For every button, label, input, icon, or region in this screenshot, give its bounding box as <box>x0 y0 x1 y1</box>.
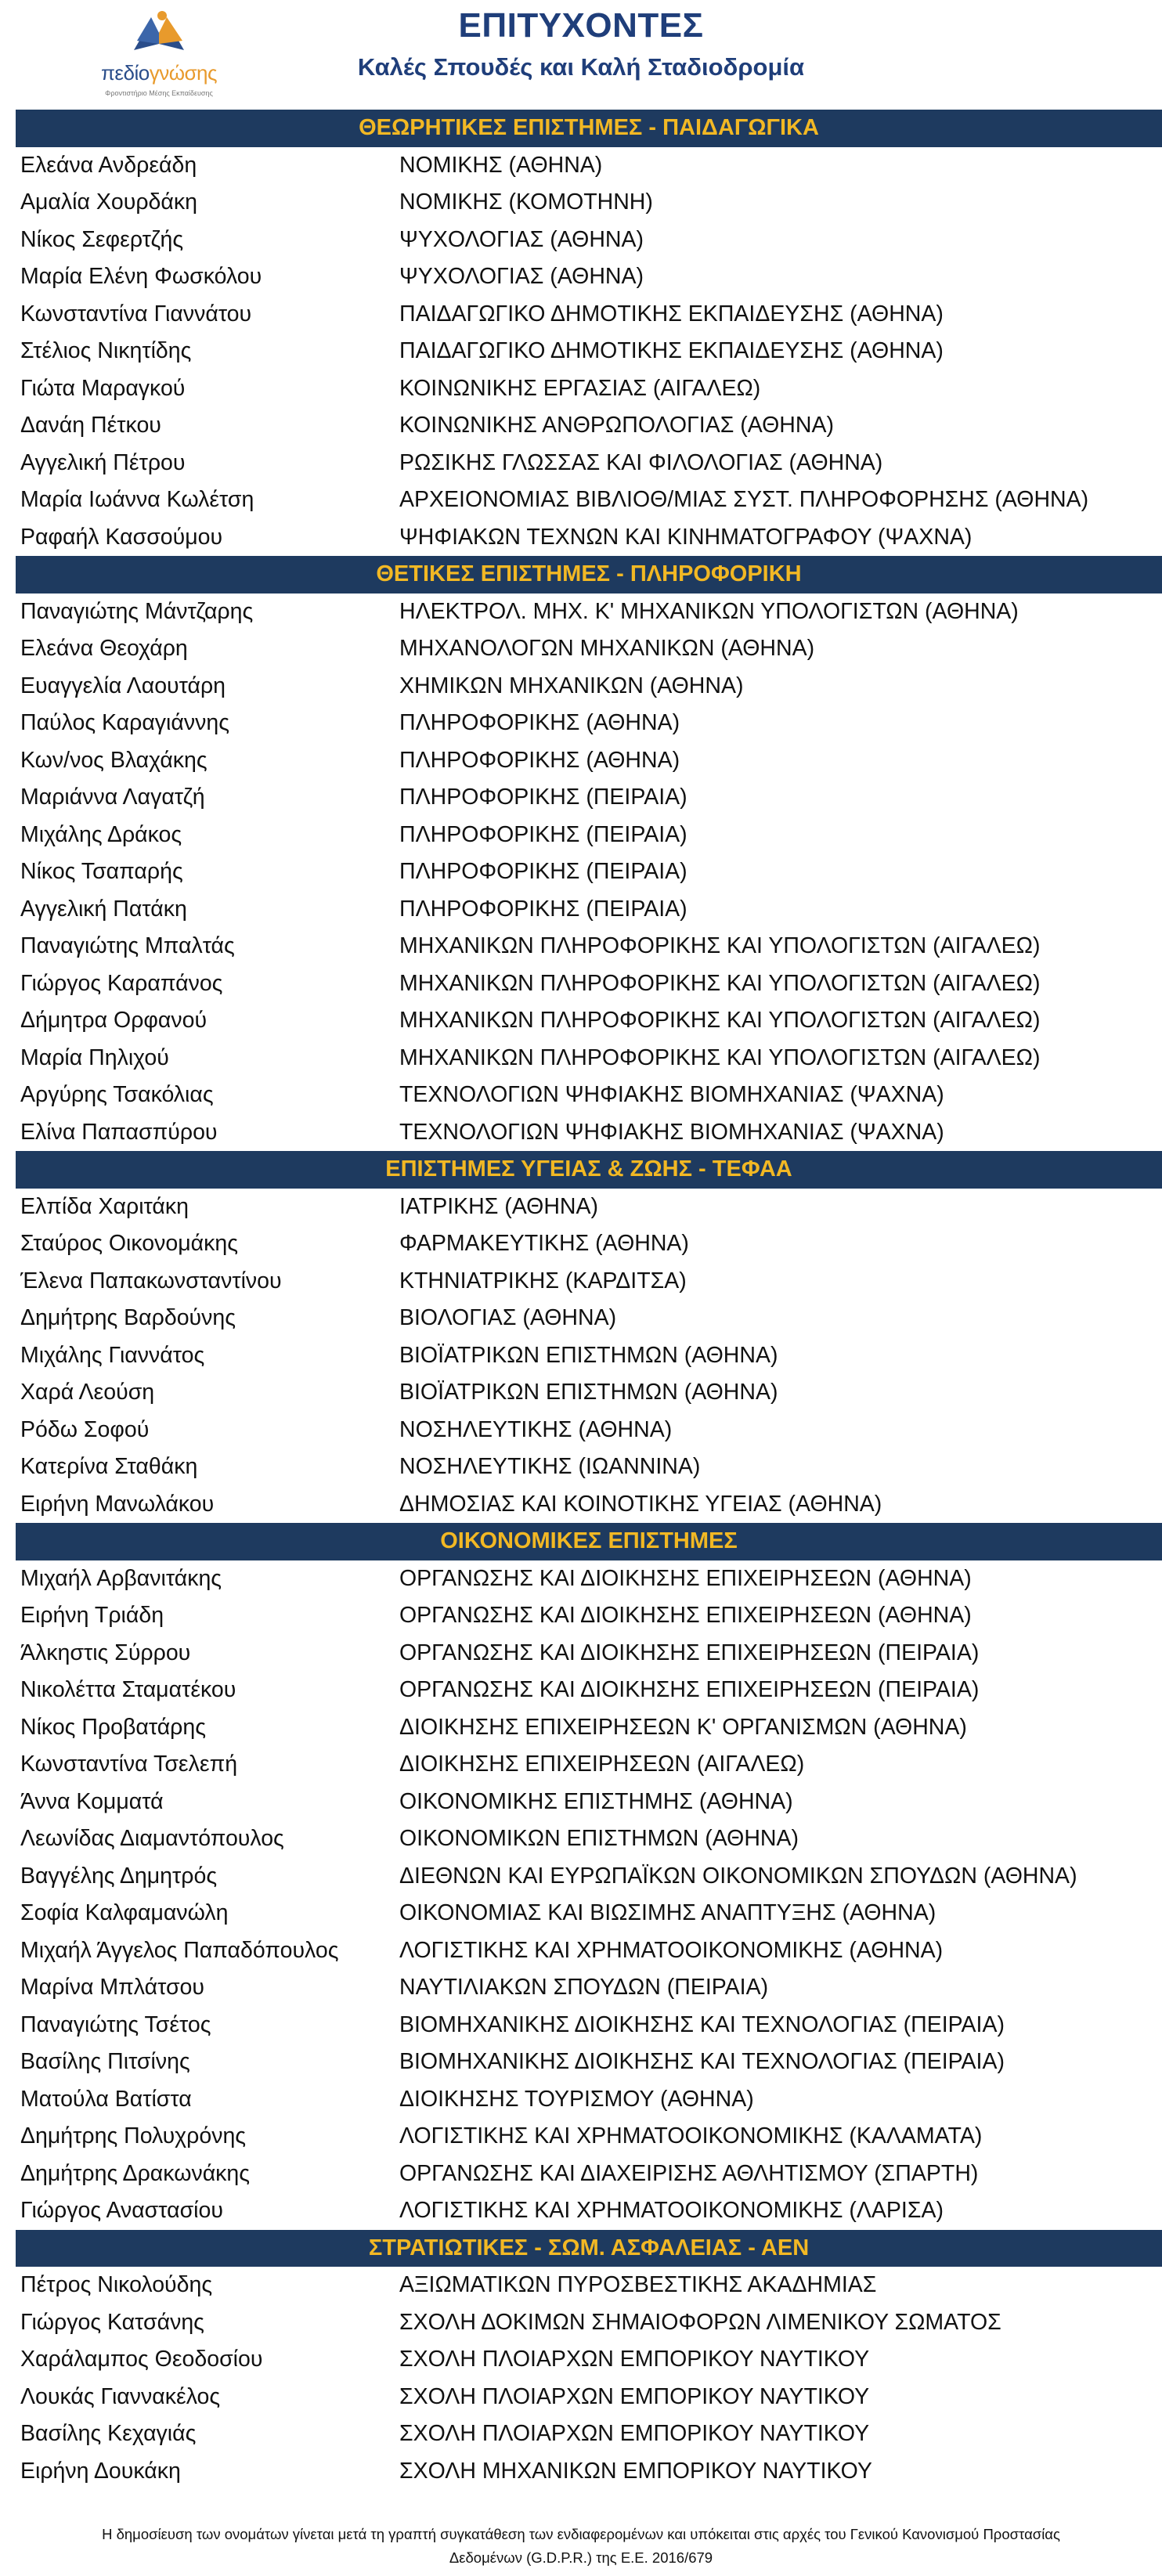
student-name: Νίκος Τσαπαρής <box>20 859 183 884</box>
table-row <box>16 445 1162 482</box>
department: ΨΥΧΟΛΟΓΙΑΣ (ΑΘΗΝΑ) <box>399 226 644 252</box>
table-row <box>16 1672 1162 1709</box>
student-name: Βασίλης Κεχαγιάς <box>20 2421 197 2446</box>
department: ΝΑΥΤΙΛΙΑΚΩΝ ΣΠΟΥΔΩΝ (ΠΕΙΡΑΙΑ) <box>399 1975 769 2000</box>
table-row <box>16 853 1162 891</box>
department: ΨΗΦΙΑΚΩΝ ΤΕΧΝΩΝ ΚΑΙ ΚΙΝΗΜΑΤΟΓΡΑΦΟΥ (ΨΑΧΝΑ) <box>399 524 973 550</box>
table-row <box>16 1932 1162 1970</box>
student-name: Ματούλα Βατίστα <box>20 2086 192 2112</box>
table-row <box>16 742 1162 780</box>
student-name: Ειρήνη Τριάδη <box>20 1603 164 1628</box>
student-name: Γιώργος Αναστασίου <box>20 2198 223 2223</box>
table-row <box>16 1449 1162 1486</box>
department: ΜΗΧΑΝΙΚΩΝ ΠΛΗΡΟΦΟΡΙΚΗΣ ΚΑΙ ΥΠΟΛΟΓΙΣΤΩΝ (ΑΙΓΑΛΕΩ) <box>399 933 1041 958</box>
table-row <box>16 1225 1162 1263</box>
student-name: Μαρίνα Μπλάτσου <box>20 1975 204 2000</box>
department: ΜΗΧΑΝΙΚΩΝ ΠΛΗΡΟΦΟΡΙΚΗΣ ΚΑΙ ΥΠΟΛΟΓΙΣΤΩΝ (ΑΙΓΑΛΕΩ) <box>399 1044 1041 1070</box>
student-name: Γιώργος Καραπάνος <box>20 970 223 996</box>
department: ΝΟΜΙΚΗΣ (ΚΟΜΟΤΗΝΗ) <box>399 189 653 215</box>
department: ΒΙΟΛΟΓΙΑΣ (ΑΘΗΝΑ) <box>399 1305 617 1330</box>
table-row <box>16 2341 1162 2379</box>
student-name: Παναγιώτης Μάντζαρης <box>20 598 254 624</box>
department: ΠΛΗΡΟΦΟΡΙΚΗΣ (ΠΕΙΡΑΙΑ) <box>399 859 687 884</box>
department: ΤΕΧΝΟΛΟΓΙΩΝ ΨΗΦΙΑΚΗΣ ΒΙΟΜΗΧΑΝΙΑΣ (ΨΑΧΝΑ) <box>399 1082 944 1107</box>
student-name: Μιχαήλ Άγγελος Παπαδόπουλος <box>20 1937 339 1963</box>
table-row <box>16 2267 1162 2304</box>
department: ΑΞΙΩΜΑΤΙΚΩΝ ΠΥΡΟΣΒΕΣΤΙΚΗΣ ΑΚΑΔΗΜΙΑΣ <box>399 2272 877 2297</box>
student-name: Κων/νος Βλαχάκης <box>20 747 208 773</box>
table-row <box>16 1784 1162 1821</box>
student-name: Ελίνα Παπασπύρου <box>20 1119 218 1145</box>
department: ΠΛΗΡΟΦΟΡΙΚΗΣ (ΑΘΗΝΑ) <box>399 747 680 773</box>
table-row <box>16 370 1162 408</box>
table-row <box>16 147 1162 185</box>
department: ΙΑΤΡΙΚΗΣ (ΑΘΗΝΑ) <box>399 1193 599 1219</box>
department: ΔΙΕΘΝΩΝ ΚΑΙ ΕΥΡΩΠΑΪΚΩΝ ΟΙΚΟΝΟΜΙΚΩΝ ΣΠΟΥΔΩΝ (ΑΘΗΝΑ) <box>399 1863 1077 1889</box>
table-row <box>16 1300 1162 1337</box>
student-name: Ελεάνα Ανδρεάδη <box>20 152 197 178</box>
student-name: Μιχαήλ Αρβανιτάκης <box>20 1565 222 1591</box>
department: ΗΛΕΚΤΡΟΛ. ΜΗΧ. Κ' ΜΗΧΑΝΙΚΩΝ ΥΠΟΛΟΓΙΣΤΩΝ (ΑΘΗΝΑ) <box>399 598 1019 624</box>
department: ΚΟΙΝΩΝΙΚΗΣ ΕΡΓΑΣΙΑΣ (ΑΙΓΑΛΕΩ) <box>399 375 761 401</box>
table-row <box>16 184 1162 222</box>
table-row <box>16 668 1162 705</box>
department: ΑΡΧΕΙΟΝΟΜΙΑΣ ΒΙΒΛΙΟΘ/ΜΙΑΣ ΣΥΣΤ. ΠΛΗΡΟΦΟΡΗΣΗΣ (ΑΘΗΝΑ) <box>399 487 1089 512</box>
table-row <box>16 928 1162 965</box>
department: ΣΧΟΛΗ ΔΟΚΙΜΩΝ ΣΗΜΑΙΟΦΟΡΩΝ ΛΙΜΕΝΙΚΟΥ ΣΩΜΑΤΟΣ <box>399 2309 1001 2335</box>
student-name: Δημήτρης Βαρδούνης <box>20 1305 236 1330</box>
table-row <box>16 482 1162 519</box>
footer-line-2: Δεδομένων (G.D.P.R.) της Ε.Ε. 2016/679 <box>449 2549 713 2566</box>
department: ΧΗΜΙΚΩΝ ΜΗΧΑΝΙΚΩΝ (ΑΘΗΝΑ) <box>399 673 744 698</box>
student-name: Μαριάννα Λαγατζή <box>20 785 205 810</box>
student-name: Γιώργος Κατσάνης <box>20 2309 204 2335</box>
table-row <box>16 1263 1162 1301</box>
table-row <box>16 258 1162 296</box>
table-row <box>16 1746 1162 1784</box>
department: ΝΟΣΗΛΕΥΤΙΚΗΣ (ΑΘΗΝΑ) <box>399 1416 673 1442</box>
student-name: Πέτρος Νικολούδης <box>20 2272 213 2297</box>
department: ΠΛΗΡΟΦΟΡΙΚΗΣ (ΑΘΗΝΑ) <box>399 710 680 735</box>
department: ΣΧΟΛΗ ΜΗΧΑΝΙΚΩΝ ΕΜΠΟΡΙΚΟΥ ΝΑΥΤΙΚΟΥ <box>399 2458 872 2484</box>
student-name: Χαρά Λεούση <box>20 1380 155 1405</box>
student-name: Δημήτρης Δρακωνάκης <box>20 2160 251 2186</box>
department: ΛΟΓΙΣΤΙΚΗΣ ΚΑΙ ΧΡΗΜΑΤΟΟΙΚΟΝΟΜΙΚΗΣ (ΑΘΗΝΑ) <box>399 1937 944 1963</box>
department: ΛΟΓΙΣΤΙΚΗΣ ΚΑΙ ΧΡΗΜΑΤΟΟΙΚΟΝΟΜΙΚΗΣ (ΚΑΛΑΜΑΤΑ) <box>399 2123 983 2148</box>
department: ΠΑΙΔΑΓΩΓΙΚΟ ΔΗΜΟΤΙΚΗΣ ΕΚΠΑΙΔΕΥΣΗΣ (ΑΘΗΝΑ) <box>399 338 944 363</box>
table-row <box>16 1597 1162 1635</box>
table-row <box>16 407 1162 445</box>
table-row <box>16 1040 1162 1077</box>
table-row <box>16 965 1162 1003</box>
department: ΜΗΧΑΝΙΚΩΝ ΠΛΗΡΟΦΟΡΙΚΗΣ ΚΑΙ ΥΠΟΛΟΓΙΣΤΩΝ (ΑΙΓΑΛΕΩ) <box>399 1008 1041 1033</box>
department: ΔΗΜΟΣΙΑΣ ΚΑΙ ΚΟΙΝΟΤΙΚΗΣ ΥΓΕΙΑΣ (ΑΘΗΝΑ) <box>399 1491 882 1517</box>
student-name: Ρόδω Σοφού <box>20 1416 150 1442</box>
student-name: Μαρία Πηλιχού <box>20 1044 169 1070</box>
department: ΜΗΧΑΝΟΛΟΓΩΝ ΜΗΧΑΝΙΚΩΝ (ΑΘΗΝΑ) <box>399 636 815 661</box>
department: ΒΙΟΜΗΧΑΝΙΚΗΣ ΔΙΟΙΚΗΣΗΣ ΚΑΙ ΤΕΧΝΟΛΟΓΙΑΣ (ΠΕΙΡΑΙΑ) <box>399 2011 1005 2037</box>
department: ΜΗΧΑΝΙΚΩΝ ΠΛΗΡΟΦΟΡΙΚΗΣ ΚΑΙ ΥΠΟΛΟΓΙΣΤΩΝ (ΑΙΓΑΛΕΩ) <box>399 970 1041 996</box>
student-name: Κωνσταντίνα Τσελεπή <box>20 1752 238 1777</box>
table-row <box>16 1189 1162 1226</box>
gdpr-footer <box>0 2523 1162 2570</box>
section-header: ΕΠΙΣΤΗΜΕΣ ΥΓΕΙΑΣ & ΖΩΗΣ - ΤΕΦΑΑ <box>16 1151 1162 1189</box>
department: ΒΙΟΪΑΤΡΙΚΩΝ ΕΠΙΣΤΗΜΩΝ (ΑΘΗΝΑ) <box>399 1380 778 1405</box>
department: ΔΙΟΙΚΗΣΗΣ ΤΟΥΡΙΣΜΟΥ (ΑΘΗΝΑ) <box>399 2086 754 2112</box>
student-name: Παύλος Καραγιάννης <box>20 710 229 735</box>
department: ΟΡΓΑΝΩΣΗΣ ΚΑΙ ΔΙΟΙΚΗΣΗΣ ΕΠΙΧΕΙΡΗΣΕΩΝ (ΑΘΗΝΑ) <box>399 1603 972 1628</box>
student-name: Στέλιος Νικητίδης <box>20 338 192 363</box>
table-row <box>16 1374 1162 1412</box>
department: ΡΩΣΙΚΗΣ ΓΛΩΣΣΑΣ ΚΑΙ ΦΙΛΟΛΟΓΙΑΣ (ΑΘΗΝΑ) <box>399 449 883 475</box>
department: ΠΛΗΡΟΦΟΡΙΚΗΣ (ΠΕΙΡΑΙΑ) <box>399 785 687 810</box>
department: ΟΡΓΑΝΩΣΗΣ ΚΑΙ ΔΙΟΙΚΗΣΗΣ ΕΠΙΧΕΙΡΗΣΕΩΝ (ΠΕΙΡΑΙΑ) <box>399 1640 980 1665</box>
student-name: Ευαγγελία Λαουτάρη <box>20 673 226 698</box>
student-name: Νίκος Προβατάρης <box>20 1714 206 1740</box>
section-header: ΘΕΩΡΗΤΙΚΕΣ ΕΠΙΣΤΗΜΕΣ - ΠΑΙΔΑΓΩΓΙΚΑ <box>16 110 1162 147</box>
table-row <box>16 1635 1162 1672</box>
department: ΚΤΗΝΙΑΤΡΙΚΗΣ (ΚΑΡΔΙΤΣΑ) <box>399 1268 687 1293</box>
department: ΨΥΧΟΛΟΓΙΑΣ (ΑΘΗΝΑ) <box>399 264 644 289</box>
table-row <box>16 1077 1162 1114</box>
table-row <box>16 1709 1162 1747</box>
student-name: Αγγελική Πατάκη <box>20 896 187 922</box>
student-name: Μιχάλης Δράκος <box>20 821 182 847</box>
section-header: ΘΕΤΙΚΕΣ ΕΠΙΣΤΗΜΕΣ - ΠΛΗΡΟΦΟΡΙΚΗ <box>16 556 1162 593</box>
department: ΟΡΓΑΝΩΣΗΣ ΚΑΙ ΔΙΑΧΕΙΡΙΣΗΣ ΑΘΛΗΤΙΣΜΟΥ (ΣΠΑΡΤΗ) <box>399 2160 979 2186</box>
student-name: Σταύρος Οικονομάκης <box>20 1231 238 1256</box>
department: ΟΡΓΑΝΩΣΗΣ ΚΑΙ ΔΙΟΙΚΗΣΗΣ ΕΠΙΧΕΙΡΗΣΕΩΝ (ΑΘΗΝΑ) <box>399 1565 972 1591</box>
table-row <box>16 1895 1162 1932</box>
table-row <box>16 2118 1162 2156</box>
table-row <box>16 630 1162 668</box>
student-name: Μαρία Ελένη Φωσκόλου <box>20 264 262 289</box>
department: ΠΛΗΡΟΦΟΡΙΚΗΣ (ΠΕΙΡΑΙΑ) <box>399 821 687 847</box>
table-row <box>16 1002 1162 1040</box>
student-name: Ειρήνη Δουκάκη <box>20 2458 181 2484</box>
table-row <box>16 296 1162 334</box>
student-name: Άλκηστις Σύρρου <box>20 1640 191 1665</box>
results-table <box>16 110 1162 2490</box>
page-title: ΕΠΙΤΥΧΟΝΤΕΣ <box>458 6 704 45</box>
logo-wordmark: πεδίογνώσης <box>100 61 218 85</box>
table-row <box>16 891 1162 929</box>
student-name: Ειρήνη Μανωλάκου <box>20 1491 215 1517</box>
table-row <box>16 2156 1162 2193</box>
student-name: Έλενα Παπακωνσταντίνου <box>20 1268 282 1293</box>
page-subtitle: Καλές Σπουδές και Καλή Σταδιοδρομία <box>357 53 805 81</box>
table-row <box>16 2453 1162 2491</box>
student-name: Δημήτρης Πολυχρόνης <box>20 2123 247 2148</box>
department: ΟΙΚΟΝΟΜΙΚΗΣ ΕΠΙΣΤΗΜΗΣ (ΑΘΗΝΑ) <box>399 1788 793 1814</box>
student-name: Παναγιώτης Τσέτος <box>20 2011 211 2037</box>
department: ΣΧΟΛΗ ΠΛΟΙΑΡΧΩΝ ΕΜΠΟΡΙΚΟΥ ΝΑΥΤΙΚΟΥ <box>399 2347 870 2372</box>
department: ΒΙΟΪΑΤΡΙΚΩΝ ΕΠΙΣΤΗΜΩΝ (ΑΘΗΝΑ) <box>399 1342 778 1368</box>
section-header: ΣΤΡΑΤΙΩΤΙΚΕΣ - ΣΩΜ. ΑΣΦΑΛΕΙΑΣ - ΑΕΝ <box>16 2230 1162 2268</box>
department: ΟΙΚΟΝΟΜΙΑΣ ΚΑΙ ΒΙΩΣΙΜΗΣ ΑΝΑΠΤΥΞΗΣ (ΑΘΗΝΑ) <box>399 1900 936 1925</box>
student-name: Χαράλαμπος Θεοδοσίου <box>20 2347 263 2372</box>
student-name: Νικολέττα Σταματέκου <box>20 1677 236 1702</box>
student-name: Ελπίδα Χαριτάκη <box>20 1193 189 1219</box>
student-name: Κωνσταντίνα Γιαννάτου <box>20 301 252 327</box>
table-row <box>16 2081 1162 2119</box>
student-name: Λουκάς Γιαννακέλος <box>20 2383 221 2409</box>
department: ΣΧΟΛΗ ΠΛΟΙΑΡΧΩΝ ΕΜΠΟΡΙΚΟΥ ΝΑΥΤΙΚΟΥ <box>399 2421 870 2446</box>
table-row <box>16 705 1162 742</box>
student-name: Μιχάλης Γιαννάτος <box>20 1342 205 1368</box>
section-header: ΟΙΚΟΝΟΜΙΚΕΣ ΕΠΙΣΤΗΜΕΣ <box>16 1523 1162 1560</box>
table-row <box>16 222 1162 259</box>
page-header <box>0 0 1162 110</box>
department: ΝΟΣΗΛΕΥΤΙΚΗΣ (ΙΩΑΝΝΙΝΑ) <box>399 1454 701 1479</box>
table-row <box>16 593 1162 631</box>
student-name: Αργύρης Τσακόλιας <box>20 1082 214 1107</box>
table-row <box>16 2415 1162 2453</box>
department: ΟΙΚΟΝΟΜΙΚΩΝ ΕΠΙΣΤΗΜΩΝ (ΑΘΗΝΑ) <box>399 1826 799 1851</box>
department: ΔΙΟΙΚΗΣΗΣ ΕΠΙΧΕΙΡΗΣΕΩΝ (ΑΙΓΑΛΕΩ) <box>399 1752 805 1777</box>
table-row <box>16 2304 1162 2342</box>
student-name: Νίκος Σεφερτζής <box>20 226 184 252</box>
student-name: Αμαλία Χουρδάκη <box>20 189 197 215</box>
logo-tagline: Φροντιστήριο Μέσης Εκπαίδευσης <box>105 89 213 97</box>
department: ΟΡΓΑΝΩΣΗΣ ΚΑΙ ΔΙΟΙΚΗΣΗΣ ΕΠΙΧΕΙΡΗΣΕΩΝ (ΠΕΙΡΑΙΑ) <box>399 1677 980 1702</box>
table-row <box>16 1412 1162 1449</box>
table-row <box>16 1114 1162 1152</box>
student-name: Βαγγέλης Δημητρός <box>20 1863 218 1889</box>
department: ΚΟΙΝΩΝΙΚΗΣ ΑΝΘΡΩΠΟΛΟΓΙΑΣ (ΑΘΗΝΑ) <box>399 413 834 438</box>
student-name: Παναγιώτης Μπαλτάς <box>20 933 235 958</box>
department: ΝΟΜΙΚΗΣ (ΑΘΗΝΑ) <box>399 152 603 178</box>
student-name: Ελεάνα Θεοχάρη <box>20 636 188 661</box>
department: ΠΛΗΡΟΦΟΡΙΚΗΣ (ΠΕΙΡΑΙΑ) <box>399 896 687 922</box>
student-name: Δανάη Πέτκου <box>20 413 161 438</box>
table-row <box>16 1560 1162 1598</box>
table-row <box>16 817 1162 854</box>
table-row <box>16 1820 1162 1858</box>
student-name: Ραφαήλ Κασσούμου <box>20 524 223 550</box>
department: ΤΕΧΝΟΛΟΓΙΩΝ ΨΗΦΙΑΚΗΣ ΒΙΟΜΗΧΑΝΙΑΣ (ΨΑΧΝΑ) <box>399 1119 944 1145</box>
department: ΛΟΓΙΣΤΙΚΗΣ ΚΑΙ ΧΡΗΜΑΤΟΟΙΚΟΝΟΜΙΚΗΣ (ΛΑΡΙΣΑ) <box>399 2198 944 2223</box>
table-row <box>16 519 1162 557</box>
department: ΔΙΟΙΚΗΣΗΣ ΕΠΙΧΕΙΡΗΣΕΩΝ Κ' ΟΡΓΑΝΙΣΜΩΝ (ΑΘΗΝΑ) <box>399 1714 967 1740</box>
table-row <box>16 2379 1162 2416</box>
department: ΒΙΟΜΗΧΑΝΙΚΗΣ ΔΙΟΙΚΗΣΗΣ ΚΑΙ ΤΕΧΝΟΛΟΓΙΑΣ (ΠΕΙΡΑΙΑ) <box>399 2049 1005 2074</box>
table-row <box>16 333 1162 370</box>
table-row <box>16 2192 1162 2230</box>
table-row <box>16 1858 1162 1896</box>
footer-line-1: Η δημοσίευση των ονομάτων γίνεται μετά τη γραπτή συγκατάθεση των ενδιαφερομένων και υπόκειται στις αρχές του Γενικού Κανονισμού Προστασίας <box>102 2526 1060 2542</box>
department: ΠΑΙΔΑΓΩΓΙΚΟ ΔΗΜΟΤΙΚΗΣ ΕΚΠΑΙΔΕΥΣΗΣ (ΑΘΗΝΑ) <box>399 301 944 327</box>
student-name: Άννα Κομματά <box>20 1788 164 1814</box>
student-name: Λεωνίδας Διαμαντόπουλος <box>20 1826 284 1851</box>
student-name: Βασίλης Πιτσίνης <box>20 2049 190 2074</box>
table-row <box>16 779 1162 817</box>
student-name: Κατερίνα Σταθάκη <box>20 1454 198 1479</box>
department: ΦΑΡΜΑΚΕΥΤΙΚΗΣ (ΑΘΗΝΑ) <box>399 1231 689 1256</box>
department: ΣΧΟΛΗ ΠΛΟΙΑΡΧΩΝ ΕΜΠΟΡΙΚΟΥ ΝΑΥΤΙΚΟΥ <box>399 2383 870 2409</box>
table-row <box>16 1486 1162 1524</box>
table-row <box>16 1337 1162 1375</box>
student-name: Αγγελική Πέτρου <box>20 449 186 475</box>
student-name: Μαρία Ιωάννα Κωλέτση <box>20 487 254 512</box>
table-row <box>16 1969 1162 2007</box>
student-name: Δήμητρα Ορφανού <box>20 1008 208 1033</box>
table-row <box>16 2007 1162 2044</box>
student-name: Σοφία Καλφαμανώλη <box>20 1900 229 1925</box>
table-row <box>16 2044 1162 2081</box>
student-name: Γιώτα Μαραγκού <box>20 375 186 401</box>
